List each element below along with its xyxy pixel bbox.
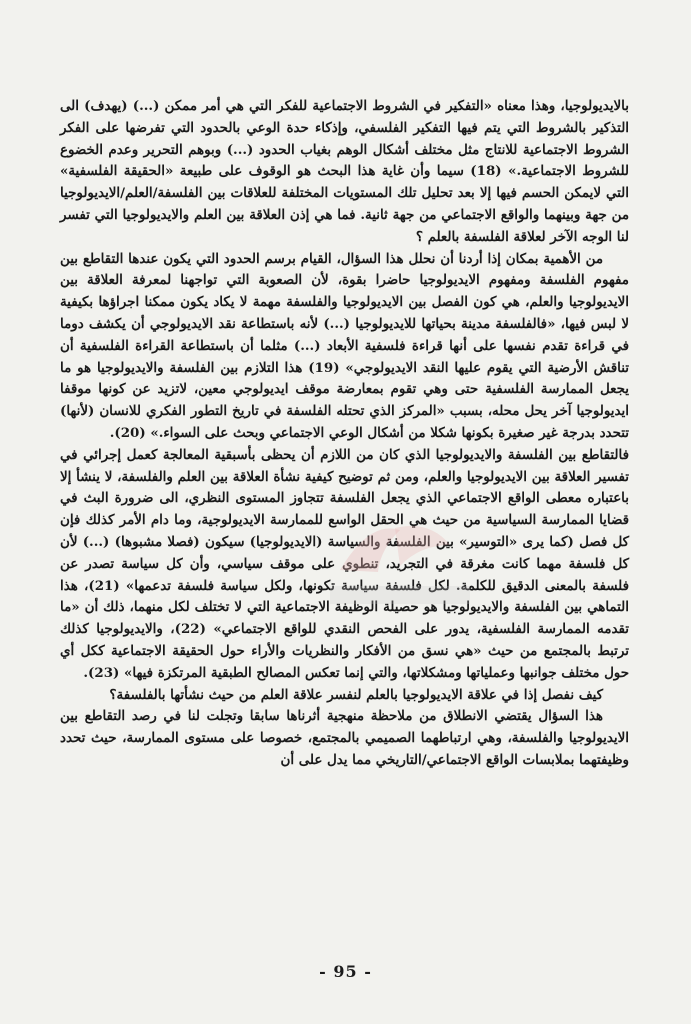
paragraph-1: بالايديولوجيا، وهذا معناه «التفكير في الشروط الاجتماعية للفكر التي هي أمر ممكن (...) (يهدف) الى التذكير بالشروط التي يتم فيها التفكير الفلسفي، وإذكاء حدة الوعي بالحدود التي تفرضها على الفكر الشروط الاجتماعية للانتاج مثل مختلف أشكال الوهم بغياب الحدود (...) وبوهم التحرير وعدم الخضوع للشروط الاجتماعية.» (18) سيما وأن غاية هذا البحث هو الوقوف على طبيعة «الحقيقة الفلسفية» التي لايمكن الحسم فيها إلا بعد تحليل تلك المستويات المختلفة للعلاقات بين الفلسفة/العلم/الايديولوجيا من جهة وبينهما والواقع الاجتماعي من جهة ثانية. فما هي إذن العلاقة بين العلم والايديولوجيا التي تفسر لنا الوجه الآخر لعلاقة الفلسفة بالعلم ؟ — [60, 98, 629, 245]
paragraph-4: كيف نفصل إذا في علاقة الايديولوجيا بالعلم لنفسر علاقة العلم من حيث نشأتها بالفلسفة؟ — [109, 686, 603, 703]
page-number: - 95 - — [319, 962, 372, 981]
paragraph-2: من الأهمية بمكان إذا أردنا أن نحلل هذا السؤال، القيام برسم الحدود التي يكون عندها التقاطع بين مفهوم الفلسفة ومفهوم الايديولوجيا حاضرا بقوة، لأن الصعوبة التي تواجهنا لمعرفة العلاقة بين الايديولوجيا والعلم، هي كون الفصل بين الايديولوجيا والفلسفة مهمة لا يكاد يكون ممكنا اجراؤها بكيفية لا لبس فيها، «فالفلسفة مدينة بحياتها للايديولوجيا (...) لأنه باستطاعة نقد الايديولوجي أن يكشف دوما في قراءة تقدم نفسها على أنها قراءة فلسفية الأبعاد (...) مثلما أن باستطاعة القراءة الفلسفية أن تناقش الأرضية التي يقوم عليها النقد الايديولوجي» (19) هذا التلازم بين الفلسفة والايديولوجيا هو ما يجعل الممارسة الفلسفية حتى وهي تقوم بمعارضة موقف ايديولوجي معين، لاتزيد عن كونها موقفا ايديولوجيا آخر يحل محله، بسبب «المركز الذي تحتله الفلسفة في تاريخ التطور الفكري للانسان (لأنها) تتحدد بدرجة غير صغيرة بكونها شكلا من أشكال الوعي الاجتماعي وبحث على السواء.» (20). — [60, 250, 629, 441]
paragraph-3: فالتقاطع بين الفلسفة والايديولوجيا الذي كان من اللازم أن يحظى بأسبقية المعالجة كعمل إجرائي في تفسير العلاقة بين الايديولوجيا والعلم، ومن ثم توضيح كيفية نشأة العلاقة بين العلم والفلسفة، لا ينشأ إلا باعتباره معطى الواقع الاجتماعي الذي يجعل الفلسفة تتجاوز المستوى النظري، الى ضرورة البث في قضايا الممارسة السياسية من حيث هي الحقل الواسع للممارسة الايديولوجية، وما دام الأمر كذلك فإن كل فصل (كما يرى «التوسير» بين الفلسفة والسياسة (الايديولوجيا) سيكون (فصلا مشبوها) (...) لأن كل فلسفة مهما كانت مغرقة في التجريد، تنطوي على موقف سياسي، وأن كل سياسة تصدر عن فلسفة بالمعنى الدقيق للكلمة. لكل فلسفة سياسة تكونها، ولكل سياسة فلسفة تدعمها» (21)، هذا التماهي بين الفلسفة والايديولوجيا هو حصيلة الوظيفة الاجتماعية التي لا تختلف لكل منهما، ذلك أن «ما تقدمه الممارسة الفلسفية، يدور على الفحص النقدي للواقع الاجتماعي» (22)، والايديولوجيا كذلك ترتبط بالمجتمع من حيث «هي نسق من الأفكار والنظريات والأراء حول الحقيقة الاجتماعية ككل أي حول مختلف جوانبها وعملياتها ومشكلاتها، والتي إنما تعكس المصالح الطبقية المرتكزة فيها» (23). — [60, 446, 629, 681]
body-text — [60, 96, 629, 772]
paragraph-5: هذا السؤال يقتضي الانطلاق من ملاحظة منهجية أثرناها سابقا وتجلت لنا في رصد التقاطع بين الايديولوجيا والفلسفة، وهي ارتباطهما الصميمي بالمجتمع، خصوصا على مستوى الممارسة، حيث تحدد وظيفتهما بملابسات الواقع الاجتماعي/التاريخي مما يدل على أن — [60, 708, 629, 768]
